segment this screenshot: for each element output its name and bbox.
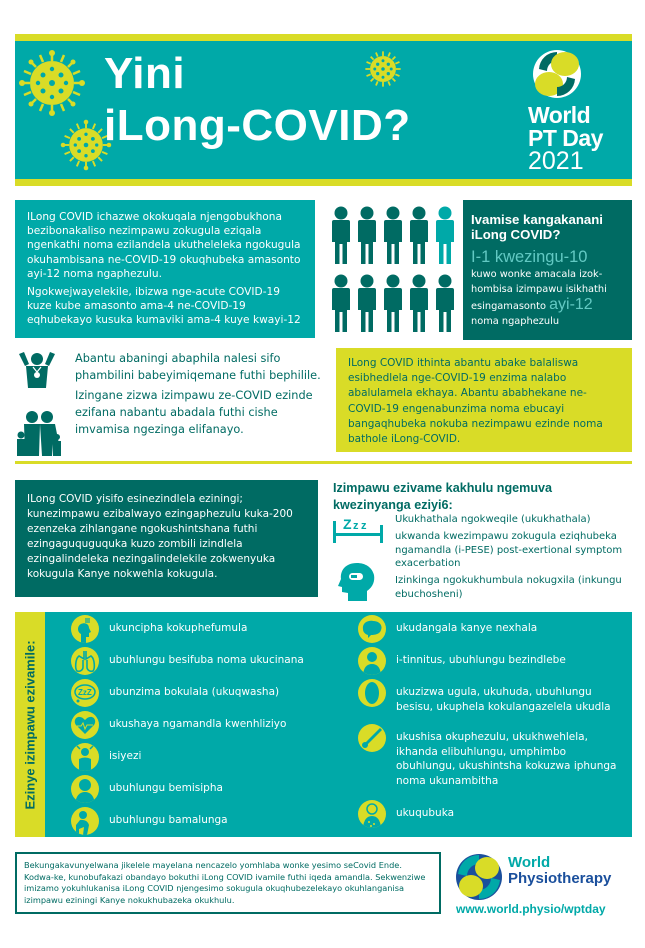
prevalence-question: Ivamise kangakanani iLong COVID? <box>471 212 603 242</box>
ear-icon <box>358 647 386 675</box>
header-bottom-bar <box>15 179 632 186</box>
definition-box <box>15 200 315 338</box>
prevalence-text-before: kuwo wonke amacala izok-hombisa izimpawu isikhathi esingamasonto <box>471 269 607 312</box>
joint-pain-icon <box>71 807 99 835</box>
breathless-icon <box>71 615 99 643</box>
symptom-item <box>71 615 331 643</box>
symptom-item <box>71 775 331 803</box>
symptom-text: ukudangala kanye nexhala <box>396 622 538 634</box>
world-physiotherapy-logo-icon <box>454 852 504 902</box>
brain-icon <box>358 615 386 643</box>
dizzy-person-icon <box>71 743 99 771</box>
common-symptom-item: ukwanda kwezimpawu zokugula eziqhubeka ngamandla (i-PESE) post-exertional symptom exacerbation <box>395 530 623 570</box>
section-divider <box>15 461 632 464</box>
common-symptom-item: Izinkinga ngokukhumbula nokugxila (inkungu ebuchosheni) <box>395 575 622 600</box>
symptom-text: ubuhlungu bemisipha <box>109 782 223 794</box>
rash-person-icon <box>358 800 386 828</box>
logo-line-1: World <box>528 102 591 128</box>
symptom-text: ukuncipha kokuphefumula <box>109 622 248 634</box>
other-symptoms-label-text: Ezinye izimpawu ezivamile: <box>22 639 38 810</box>
who-list <box>75 350 325 438</box>
world-pt-day-logo <box>528 104 603 173</box>
athlete-medal-icon <box>17 350 57 388</box>
prevalence-box <box>463 200 632 340</box>
title-line-2: iLong-COVID? <box>104 101 411 150</box>
lungs-icon <box>71 647 99 675</box>
prevalence-highlight: ayi-12 <box>549 296 593 313</box>
symptom-text: ubunzima bokulala (ukuqwasha) <box>109 686 280 698</box>
brand-line-1: World <box>508 854 551 871</box>
other-symptoms-label <box>15 612 45 837</box>
symptom-item <box>358 724 628 788</box>
brand-line-2: Physiotherapy <box>508 869 612 887</box>
virus-icon <box>18 49 86 117</box>
symptom-text: ubuhlungu bamalunga <box>109 814 228 826</box>
prevalence-description <box>471 267 624 329</box>
prevalence-text-after: noma ngaphezulu <box>471 316 560 327</box>
svg-text:z: z <box>361 520 367 532</box>
page-title <box>104 48 411 152</box>
definition-para-2: Ngokwejwayelekile, ibizwa nge-acute COVID-19 kuze kube amasonto ama-4 ne-COVID-19 eqhubekayo kusuka kumaviki ama-4 kuye kwayi-12 <box>27 286 301 327</box>
logo-line-2: PT Day <box>528 125 603 151</box>
symptom-text: i-tinnitus, ubuhlungu bezindlebe <box>396 654 566 666</box>
symptom-text: isiyezi <box>109 750 142 762</box>
symptom-text: ukushisa okuphezulu, ukukhwehlela, ikhanda elibuhlungu, umphimbo obuhlungu, ukushintsha kokuzwa iphunga noma ukunambitha <box>396 731 617 787</box>
header-top-bar <box>15 34 632 41</box>
symptom-item <box>71 647 331 675</box>
head-brain-icon <box>337 561 377 601</box>
muscle-person-icon <box>71 775 99 803</box>
prevalence-stat: I-1 kwezingu-10 <box>471 248 588 266</box>
title-line-1: Yini <box>104 49 186 98</box>
symptom-text: ukushaya ngamandla kwenhliziyo <box>109 718 287 730</box>
symptom-item <box>71 679 331 707</box>
symptom-text: ukuzizwa ugula, ukuhuda, ubuhlungu besisu, ukuphela kokulangazelela ukudla <box>396 686 611 713</box>
symptom-item <box>71 807 331 835</box>
symptom-item <box>358 647 628 675</box>
common-symptoms-title: Izimpawu ezivame kakhulu ngemuva kwezinyanga eziyi6: <box>333 481 553 512</box>
symptom-item <box>71 743 331 771</box>
website-link[interactable]: www.world.physio/wptday <box>456 902 606 916</box>
logo-year: 2021 <box>528 147 584 175</box>
world-physiotherapy-brand <box>508 855 611 886</box>
symptom-item <box>71 711 331 739</box>
symptom-item <box>358 679 628 714</box>
complexity-box: ILong COVID yisifo esinezindlela eziningi; kunezimpawu ezibalwayo ezingaphezulu kuka-200 ezenzeka zihlangane ngokushintshana futhi ezingaguquguquka kuzo zombili izindlela ezingalindeleka nezingalindelekile zokwenyuka kokugula Kanye nokwehla kokugula. <box>15 480 318 597</box>
stomach-icon <box>358 679 386 707</box>
svg-text:ZzZ: ZzZ <box>78 688 92 697</box>
symptom-text: ubuhlungu besifuba noma ukucinana <box>109 654 304 666</box>
sleep-bubble-icon <box>71 679 99 707</box>
world-pt-day-emblem-icon <box>531 47 583 101</box>
common-symptoms-list <box>395 513 635 605</box>
hospital-info-box: ILong COVID ithinta abantu abake balaliswa esibhedlela nge-COVID-19 enzima nalabo abalulamela ekhaya. Abantu ababhekane ne-COVID-19 engenabunzima noma ebucayi bangaqhubeka nokuba nezimpawu ezinde noma bathole iLong-COVID. <box>336 348 632 452</box>
sleep-bed-icon <box>333 513 383 543</box>
who-item-athletes: Abantu abaningi abaphila nalesi sifo phambilini babeyimiqemane futhi bephilile. <box>75 352 321 383</box>
symptom-item <box>358 800 628 828</box>
family-icon <box>15 410 63 456</box>
definition-para-1: ILong COVID ichazwe okokuqala njengobukhona bezibonakaliso nezimpawu zokugula eziqala ngenkathi noma ezilandela ukutheleleka ngokugula okuhambisana ne-COVID-19 okuqhubeka amasonto ayi-12 noma ngaphezulu. <box>27 211 301 280</box>
footer-note: Bekungakavunyelwana jikelele mayelana nencazelo yomhlaba wonke yesimo seCovid Ende. Kodwa-ke, kunobufakazi obandayo bokuthi iLong COVID ivamile futhi iqeda amandla. Sekwenziwe imizamo yokuhlukanisa iLong COVID njengesimo sokugula okuqhubezelekayo okuhlanganisa izimpawu eziningi Kanye nokukhubazeka okukhulu. <box>15 852 441 914</box>
symptom-text: ukuqubuka <box>396 807 455 819</box>
who-item-children: Izingane zizwa izimpawu ze-COVID ezinde ezifana nabantu abadala futhi cishe imvamisa ngezinga elifanayo. <box>75 388 313 437</box>
people-grid-icon <box>330 206 460 336</box>
svg-text:Z: Z <box>343 516 352 532</box>
thermometer-icon <box>358 724 386 752</box>
symptom-item <box>358 615 628 643</box>
common-symptom-item: Ukukhathala ngokweqile (ukukhathala) <box>395 514 591 525</box>
heart-icon <box>71 711 99 739</box>
svg-text:z: z <box>353 520 359 532</box>
